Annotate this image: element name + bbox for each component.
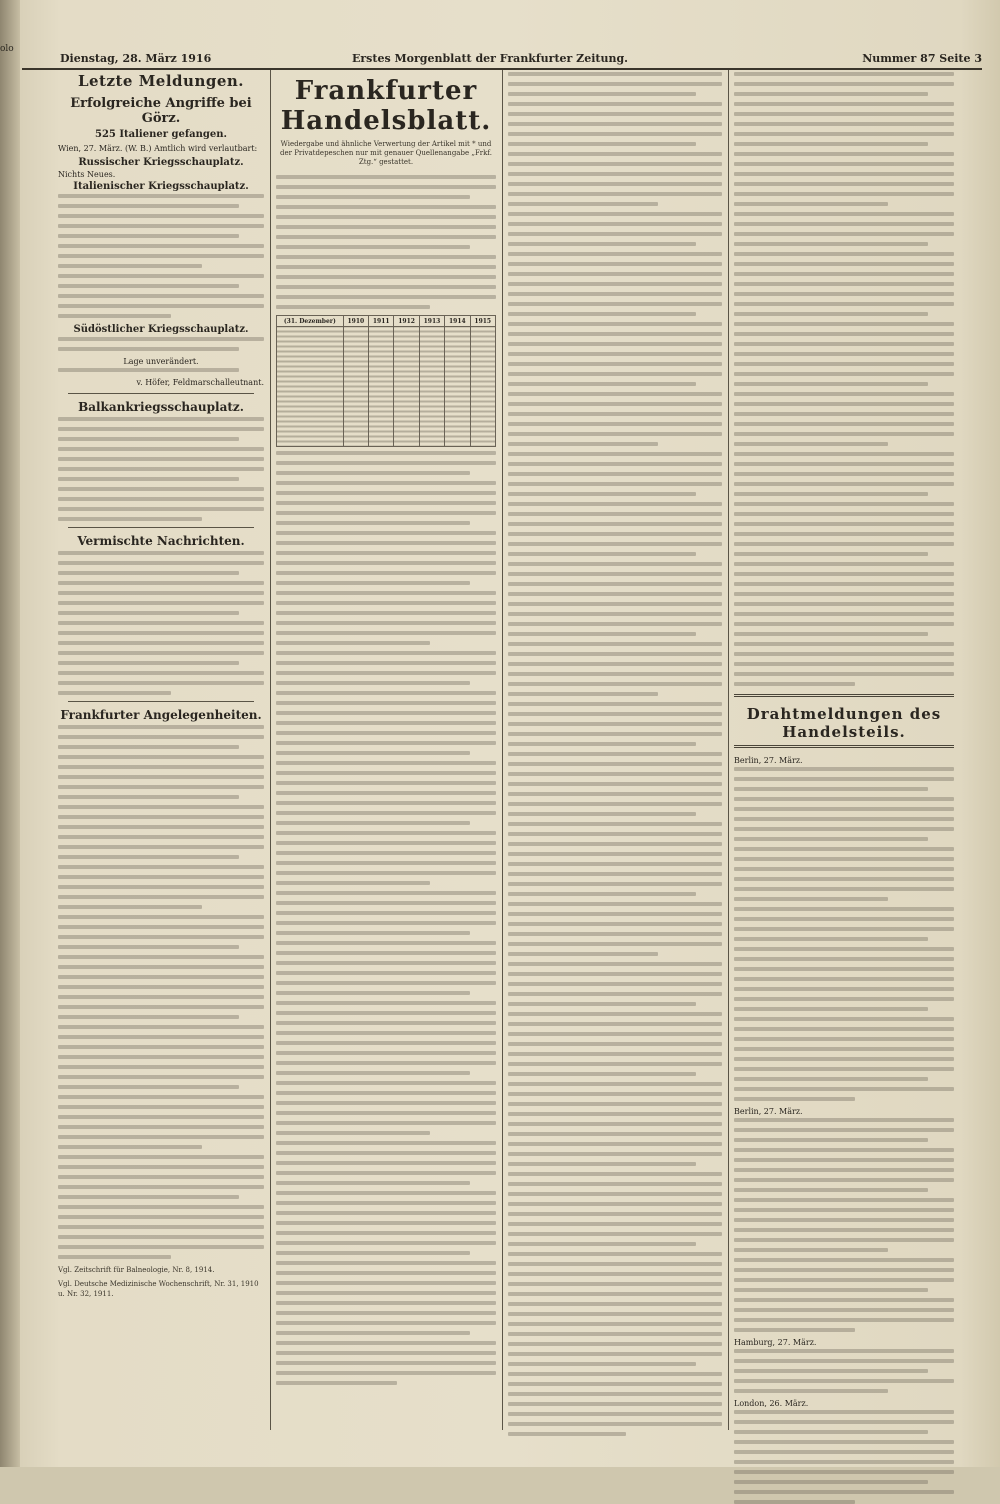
headline: Erfolgreiche Angriffe bei Görz. <box>70 96 252 126</box>
left-stub-text: olo <box>0 44 14 54</box>
divider <box>68 701 254 702</box>
table-header: 1910 <box>343 316 368 327</box>
column-rule <box>270 70 271 1430</box>
article-text <box>734 767 954 1101</box>
signature: v. Höfer, Feldmarschalleutnant. <box>136 378 264 387</box>
table-header: 1913 <box>419 316 444 327</box>
copyright-note: Wiedergabe und ähnliche Verwertung der Artikel mit * und der Privatdepeschen nur mit genauer Quellenangabe „Frkf. Ztg.“ gestattet. <box>280 140 492 166</box>
dateline: London, 26. März. <box>734 1399 809 1408</box>
text-line: Lage unverändert. <box>123 357 199 366</box>
article-text <box>58 337 264 351</box>
masthead <box>22 52 982 70</box>
dateline: Berlin, 27. März. <box>734 756 803 765</box>
article-text <box>734 1349 954 1393</box>
article-text <box>734 1410 954 1504</box>
page-binding <box>0 0 20 1467</box>
table-header: 1915 <box>470 316 495 327</box>
subsection-title: Russischer Kriegsschauplatz. <box>78 157 244 168</box>
divider <box>734 745 954 748</box>
article-text <box>276 451 496 1385</box>
divider <box>68 527 254 528</box>
article-text <box>58 194 264 318</box>
table-row <box>277 327 496 447</box>
subsection-title: Südöstlicher Kriegsschauplatz. <box>73 324 249 335</box>
column-market-reports <box>508 70 722 1400</box>
section-title: Balkankriegsschauplatz. <box>78 400 244 414</box>
article-text <box>508 72 722 1436</box>
column-letzte-meldungen <box>58 70 264 1400</box>
article-text <box>58 725 264 1259</box>
dateline: Wien, 27. März. (W. B.) Amtlich wird verlautbart: <box>58 144 258 153</box>
masthead-date: Dienstag, 28. März 1916 <box>60 52 212 65</box>
masthead-title: Erstes Morgenblatt der Frankfurter Zeitung. <box>352 52 628 65</box>
column-handelsblatt <box>276 70 496 1400</box>
article-text <box>734 72 954 686</box>
column-rule <box>502 70 503 1430</box>
article-text <box>734 1118 954 1332</box>
article-text <box>58 551 264 695</box>
subheadline: 525 Italiener gefangen. <box>95 129 227 140</box>
table-header: 1912 <box>394 316 419 327</box>
column-drahtmeldungen <box>734 70 954 1408</box>
article-text <box>58 368 264 372</box>
masthead-page-number: Nummer 87 Seite 3 <box>862 52 982 65</box>
dateline: Berlin, 27. März. <box>734 1107 803 1116</box>
text-line: Nichts Neues. <box>58 170 116 179</box>
financial-table <box>276 315 496 447</box>
subsection-title: Italienischer Kriegsschauplatz. <box>73 181 249 192</box>
section-title: Letzte Meldungen. <box>77 72 245 90</box>
table-header: 1911 <box>369 316 394 327</box>
article-text <box>276 175 496 309</box>
dateline: Hamburg, 27. März. <box>734 1338 817 1347</box>
divider <box>734 694 954 697</box>
footnote: Vgl. Zeitschrift für Balneologie, Nr. 8, 1914. <box>58 1266 215 1274</box>
article-text <box>58 417 264 521</box>
drahtmeldungen-title: Drahtmeldungen des Handelsteils. <box>746 705 942 741</box>
handelsblatt-title: Frankfurter Handelsblatt. <box>280 76 492 136</box>
divider <box>68 393 254 394</box>
section-title: Frankfurter Angelegenheiten. <box>60 708 262 722</box>
section-title: Vermischte Nachrichten. <box>77 534 245 548</box>
table-header: 1914 <box>445 316 470 327</box>
table-header: (31. Dezember) <box>277 316 344 327</box>
footnote: Vgl. Deutsche Medizinische Wochenschrift, Nr. 31, 1910 u. Nr. 32, 1911. <box>58 1280 259 1298</box>
column-rule <box>728 70 729 1430</box>
